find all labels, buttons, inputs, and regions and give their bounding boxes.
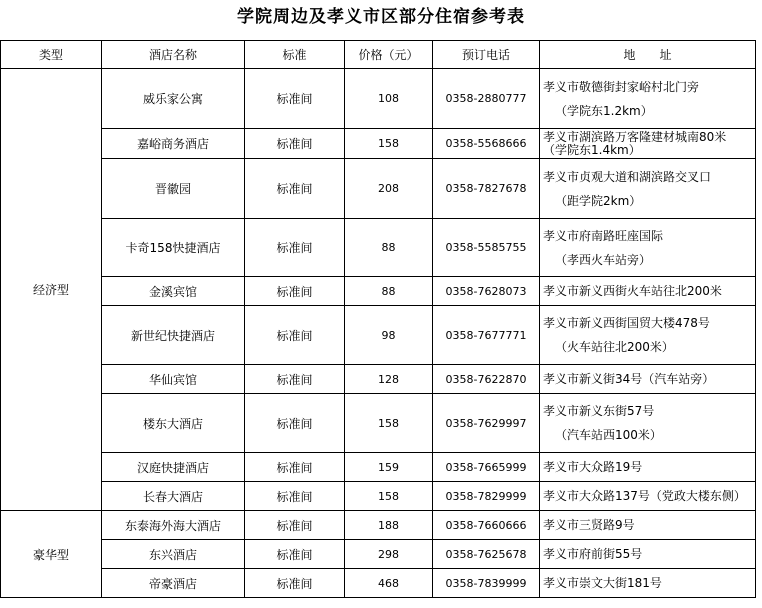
room-standard: 标准间 (245, 129, 345, 159)
address-note: （汽车站西100米） (555, 428, 662, 442)
hotel-name: 华仙宾馆 (102, 365, 245, 394)
address (540, 69, 756, 129)
price: 158 (345, 129, 433, 159)
address-line: 孝义市新义街34号（汽车站旁） (543, 372, 715, 386)
header-address: 地 址 (540, 41, 756, 69)
phone: 0358-7677771 (433, 306, 540, 365)
table-row (1, 306, 756, 365)
hotel-name: 楼东大酒店 (102, 394, 245, 453)
room-standard: 标准间 (245, 569, 345, 598)
phone: 0358-7829999 (433, 482, 540, 511)
header-phone: 预订电话 (433, 41, 540, 69)
address-line: 孝义市新义东街57号 (543, 404, 655, 418)
table-row (1, 540, 756, 569)
page-title: 学院周边及孝义市区部分住宿参考表 (237, 7, 525, 27)
hotel-name: 东泰海外海大酒店 (102, 511, 245, 540)
room-standard: 标准间 (245, 159, 345, 219)
header-type: 类型 (1, 41, 102, 69)
address (540, 306, 756, 365)
price: 158 (345, 482, 433, 511)
address (540, 511, 756, 540)
address-line: 孝义市贞观大道和湖滨路交叉口 (543, 169, 712, 184)
address (540, 219, 756, 277)
table-row (1, 453, 756, 482)
table-row (1, 69, 756, 129)
address-line: 孝义市三贤路9号 (543, 518, 635, 532)
price: 88 (345, 219, 433, 277)
price: 88 (345, 277, 433, 306)
room-standard: 标准间 (245, 69, 345, 129)
address-line: 孝义市府前街55号 (543, 547, 643, 561)
phone: 0358-7827678 (433, 159, 540, 219)
address-line: 孝义市府南路旺座国际 (543, 228, 664, 243)
address-note: （火车站往北200米） (555, 340, 674, 354)
address (540, 569, 756, 598)
hotel-name: 长春大酒店 (102, 482, 245, 511)
header-name: 酒店名称 (102, 41, 245, 69)
address-note: （学院东1.4km） (543, 142, 641, 157)
room-standard: 标准间 (245, 511, 345, 540)
address-line: 孝义市新义西街火车站往北200米 (543, 284, 722, 298)
address (540, 394, 756, 453)
table-row (1, 159, 756, 219)
phone: 0358-7629997 (433, 394, 540, 453)
phone: 0358-5585755 (433, 219, 540, 277)
room-standard: 标准间 (245, 453, 345, 482)
address-line: 孝义市崇文大街181号 (543, 576, 662, 590)
address (540, 365, 756, 394)
price: 188 (345, 511, 433, 540)
phone: 0358-7625678 (433, 540, 540, 569)
address (540, 482, 756, 511)
phone: 0358-7839999 (433, 569, 540, 598)
hotel-name: 金溪宾馆 (102, 277, 245, 306)
table-row (1, 394, 756, 453)
price: 98 (345, 306, 433, 365)
phone: 0358-7660666 (433, 511, 540, 540)
address (540, 540, 756, 569)
address-line: 孝义市湖滨路万客隆建材城南80米 (543, 129, 727, 144)
address (540, 453, 756, 482)
room-standard: 标准间 (245, 394, 345, 453)
address-line: 孝义市新义西街国贸大楼478号 (543, 316, 710, 330)
table-row (1, 277, 756, 306)
table-row (1, 511, 756, 540)
address-line: 孝义市大众路19号 (543, 460, 643, 474)
hotel-name: 汉庭快捷酒店 (102, 453, 245, 482)
hotel-name: 卡奇158快捷酒店 (102, 219, 245, 277)
address-line: 孝义市大众路137号（党政大楼东侧） (543, 489, 746, 503)
price: 158 (345, 394, 433, 453)
hotel-name: 威乐家公寓 (102, 69, 245, 129)
phone: 0358-7665999 (433, 453, 540, 482)
phone: 0358-2880777 (433, 69, 540, 129)
table-row (1, 129, 756, 159)
header-row (1, 41, 756, 69)
header-price: 价格（元） (345, 41, 433, 69)
room-standard: 标准间 (245, 306, 345, 365)
address (540, 159, 756, 219)
group-economy-label: 经济型 (1, 69, 102, 511)
table-row (1, 365, 756, 394)
price: 128 (345, 365, 433, 394)
hotel-name: 新世纪快捷酒店 (102, 306, 245, 365)
price: 159 (345, 453, 433, 482)
address (540, 129, 756, 159)
room-standard: 标准间 (245, 540, 345, 569)
phone: 0358-5568666 (433, 129, 540, 159)
phone: 0358-7622870 (433, 365, 540, 394)
table-row (1, 569, 756, 598)
address-note: （孝西火车站旁） (555, 252, 652, 267)
table-row (1, 482, 756, 511)
phone: 0358-7628073 (433, 277, 540, 306)
address-line: 孝义市敬德街封家峪村北门旁 (543, 79, 700, 94)
address-note: （学院东1.2km） (555, 103, 653, 118)
address-note: （距学院2km） (555, 193, 642, 208)
room-standard: 标准间 (245, 219, 345, 277)
hotel-name: 东兴酒店 (102, 540, 245, 569)
hotel-name: 嘉峪商务酒店 (102, 129, 245, 159)
hotel-name: 晋徽园 (102, 159, 245, 219)
hotel-name: 帝豪酒店 (102, 569, 245, 598)
price: 108 (345, 69, 433, 129)
price: 298 (345, 540, 433, 569)
header-standard: 标准 (245, 41, 345, 69)
hotel-table (0, 40, 756, 598)
table-row (1, 219, 756, 277)
room-standard: 标准间 (245, 277, 345, 306)
room-standard: 标准间 (245, 482, 345, 511)
room-standard: 标准间 (245, 365, 345, 394)
address (540, 277, 756, 306)
price: 468 (345, 569, 433, 598)
price: 208 (345, 159, 433, 219)
group-luxury-label: 豪华型 (1, 511, 102, 598)
